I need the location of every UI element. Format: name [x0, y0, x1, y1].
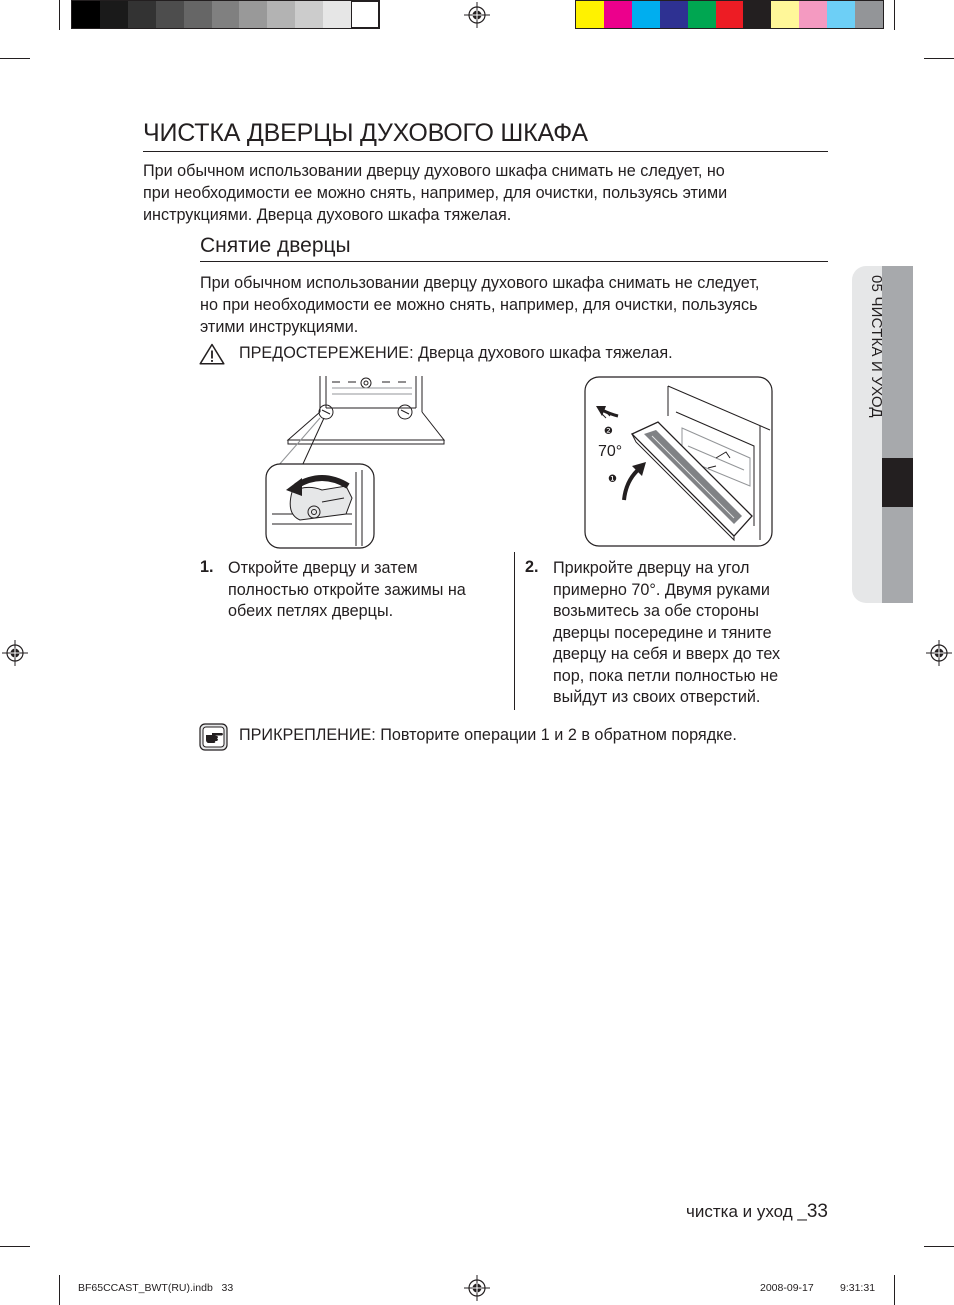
- color-swatch: [716, 1, 744, 28]
- color-swatch: [743, 1, 771, 28]
- step-line: выйдут из своих отверстий.: [553, 688, 761, 706]
- color-swatch: [771, 1, 799, 28]
- caution-notice: [239, 343, 673, 365]
- crop-mark: [0, 58, 30, 59]
- caution-label: ПРЕДОСТЕРЕЖЕНИЕ: [239, 344, 410, 362]
- crop-mark: [894, 1275, 895, 1305]
- step-divider: [514, 552, 515, 710]
- attachment-note: [239, 725, 737, 747]
- figure-marker-2: ❷: [604, 426, 613, 437]
- print-file-name: BF65CCAST_BWT(RU).indb 33: [78, 1282, 234, 1294]
- crop-mark: [0, 1246, 30, 1247]
- step-line: обеих петлях дверцы.: [228, 602, 394, 620]
- print-time: 9:31:31: [840, 1282, 876, 1294]
- footer-section: чистка и уход _: [686, 1202, 807, 1221]
- step-number: 1.: [200, 558, 214, 576]
- color-swatch: [632, 1, 660, 28]
- section-rule: [200, 261, 828, 262]
- color-swatch: [799, 1, 827, 28]
- color-swatch: [72, 1, 100, 28]
- intro-line: при необходимости ее можно снять, например, для очистки, пользуясь этими: [143, 183, 728, 202]
- warning-triangle-icon: [199, 343, 225, 365]
- chapter-tab-label: 05 ЧИСТКА И УХОД: [868, 275, 885, 418]
- section-paragraph: [200, 273, 840, 338]
- color-swatch: [156, 1, 184, 28]
- color-swatch: [295, 1, 323, 28]
- section-title: Снятие дверцы: [200, 234, 351, 257]
- step-line: полностью откройте зажимы на: [228, 580, 466, 599]
- color-swatch: [604, 1, 632, 28]
- color-swatch: [827, 1, 855, 28]
- process-color-bar: [575, 0, 884, 29]
- color-swatch: [239, 1, 267, 28]
- step-line: Прикройте дверцу на угол: [553, 559, 750, 577]
- chapter-tab-strip: [882, 266, 913, 603]
- registration-mark-icon: [926, 640, 952, 666]
- step-line: возьмитесь за обе стороны: [553, 602, 759, 620]
- section-line: При обычном использовании дверцу духового шкафа снимать не следует,: [200, 274, 760, 292]
- step-line: примерно 70°. Двумя руками: [553, 580, 770, 599]
- intro-line: инструкциями. Дверца духового шкафа тяжелая.: [143, 205, 512, 224]
- caution-text: : Дверца духового шкафа тяжелая.: [409, 344, 673, 362]
- chapter-tab-marker: [882, 458, 913, 507]
- section-line: но при необходимости ее можно снять, например, для очистки, пользуясь: [200, 295, 758, 314]
- section-line: этими инструкциями.: [200, 317, 359, 336]
- intro-paragraph: [143, 161, 833, 226]
- figure-door-at-angle: [584, 376, 774, 548]
- intro-line: При обычном использовании дверцу духового шкафа снимать не следует, но: [143, 162, 725, 180]
- note-text: : Повторите операции 1 и 2 в обратном порядке.: [371, 726, 737, 744]
- crop-mark: [59, 1275, 60, 1305]
- pointing-hand-icon: [199, 723, 228, 751]
- figure-angle-label: 70°: [598, 443, 623, 460]
- color-swatch: [128, 1, 156, 28]
- crop-mark: [894, 0, 895, 30]
- page-footer: [560, 1201, 828, 1223]
- print-date: 2008-09-17: [760, 1282, 814, 1294]
- crop-mark: [59, 0, 60, 30]
- color-swatch: [660, 1, 688, 28]
- note-label: ПРИКРЕПЛЕНИЕ: [239, 726, 372, 744]
- color-swatch: [100, 1, 128, 28]
- color-swatch: [323, 1, 351, 28]
- grayscale-color-bar: [71, 0, 380, 29]
- color-swatch: [855, 1, 883, 28]
- figure-oven-hinge-clamps: [262, 374, 448, 550]
- figure-marker-1: ❶: [608, 474, 617, 485]
- color-swatch: [212, 1, 240, 28]
- page-number: 33: [806, 1201, 828, 1222]
- color-swatch: [576, 1, 604, 28]
- color-swatch: [351, 1, 379, 28]
- step-line: пор, пока петли полностью не: [553, 666, 779, 685]
- step-line: дверцу на себя и вверх до тех: [553, 645, 781, 663]
- title-rule: [143, 151, 828, 152]
- color-swatch: [267, 1, 295, 28]
- step-line: дверцы посередине и тяните: [553, 623, 772, 642]
- registration-mark-icon: [2, 640, 28, 666]
- page-title: ЧИСТКА ДВЕРЦЫ ДУХОВОГО ШКАФА: [143, 119, 588, 147]
- crop-mark: [924, 58, 954, 59]
- crop-mark: [924, 1246, 954, 1247]
- step-number: 2.: [525, 558, 539, 576]
- registration-mark-icon: [464, 1275, 490, 1301]
- registration-mark-icon: [464, 2, 490, 28]
- color-swatch: [688, 1, 716, 28]
- step-2-text: [553, 558, 843, 709]
- step-1-text: [228, 558, 508, 623]
- step-line: Откройте дверцу и затем: [228, 559, 418, 577]
- color-swatch: [184, 1, 212, 28]
